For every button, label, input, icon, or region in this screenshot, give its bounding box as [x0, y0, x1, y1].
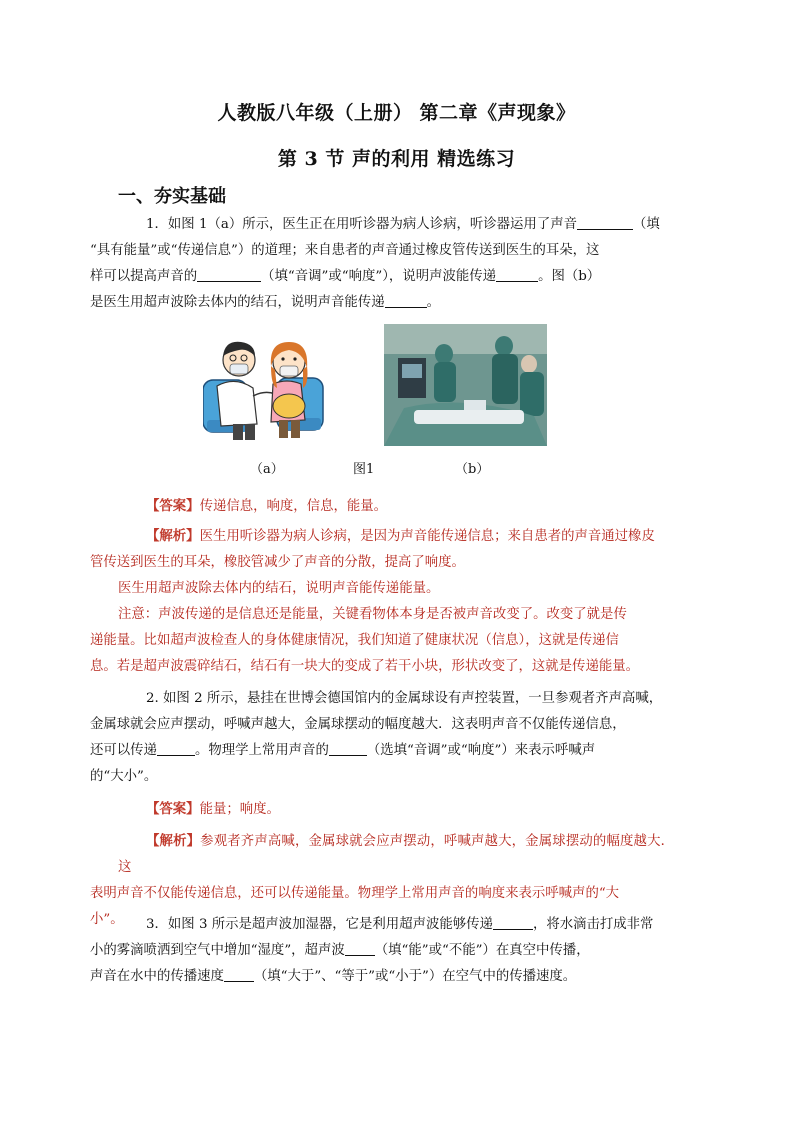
figure-a-caption: （a） [250, 462, 284, 477]
q3-line3 [90, 964, 576, 990]
q2-text: 2. 如图 2 所示，悬挂在世博会德国馆内的金属球设有声控装置，一旦参观者齐声高喊， [146, 691, 663, 706]
analysis-text: 管传送到医生的耳朵，橡胶管减少了声音的分散，提高了响度。 [90, 555, 465, 570]
analysis-text: 医生用听诊器为病人诊病，是因为声音能传递信息；来自患者的声音通过橡皮 [199, 529, 655, 544]
analysis-tag: 【解析】 [146, 528, 200, 544]
question-2 [90, 686, 674, 790]
answer-blank [224, 967, 254, 982]
analysis-text: 参观者齐声高喊，金属球就会应声摆动，呼喊声越大，金属球摆动的幅度越大．这 [118, 834, 674, 875]
q1-text: 。图（b） [538, 269, 601, 284]
q2-line3 [90, 738, 595, 764]
answer-1 [118, 493, 674, 520]
analysis-note: 息。若是超声波震碎结石，结石有一块大的变成了若干小块，形状改变了，这就是传递能量。 [90, 659, 640, 674]
answer-blank [157, 741, 195, 756]
answer-blank [385, 293, 427, 308]
section-heading: 一、夯实基础 [118, 186, 226, 207]
answer-blank [345, 941, 375, 956]
question-3 [90, 912, 674, 990]
analysis-note: 递能量。比如超声波检查人的身体健康情况，我们知道了健康状况（信息），这就是传递信 [90, 633, 619, 648]
figure-1-caption: 图1 [353, 462, 375, 477]
answer-blank [493, 915, 533, 930]
analysis-text: 小”。 [90, 912, 124, 927]
q1-text: 是医生用超声波除去体内的结石，说明声音能传递 [90, 295, 385, 310]
analysis-1 [90, 523, 674, 680]
answer-tag: 【答案】 [146, 801, 200, 817]
q2-text: 还可以传递 [90, 743, 157, 758]
answer-2 [118, 796, 674, 823]
answer-tag: 【答案】 [146, 498, 200, 514]
q1-line4 [90, 290, 440, 316]
q2-text: 。物理学上常用声音的 [194, 743, 329, 758]
question-1 [90, 212, 674, 316]
page-subtitle: 第 3 节 声的利用 精选练习 [277, 148, 516, 170]
q3-text: （填“能”或“不能”）在真空中传播， [374, 943, 590, 958]
q1-text: 。 [426, 295, 440, 310]
q1-text: （填“音调”或“响度”），说明声波能传递 [261, 269, 497, 284]
answer-blank [329, 741, 367, 756]
answer-blank [197, 267, 261, 282]
answer-text: 能量；响度。 [199, 802, 280, 817]
q2-text: （选填“音调”或“响度”）来表示呼喊声 [366, 743, 596, 758]
q3-line2 [90, 938, 590, 964]
q3-text: 小的雾滴喷洒到空气中增加“湿度”，超声波 [90, 943, 345, 958]
q1-text: 样可以提高声音的 [90, 269, 198, 284]
q1-text: “具有能量”或“传递信息”）的道理；来自患者的声音通过橡皮管传送到医生的耳朵，这 [90, 243, 600, 258]
analysis-tag: 【解析】 [146, 833, 201, 849]
q3-text: 声音在水中的传播速度 [90, 969, 224, 984]
doctor-patient-illustration [203, 326, 325, 446]
answer-blank [496, 267, 538, 282]
q1-text: 1．如图 1（a）所示，医生正在用听诊器为病人诊病，听诊器运用了声音 [146, 217, 577, 232]
analysis-text: 医生用超声波除去体内的结石，说明声音能传递能量。 [118, 581, 440, 596]
q3-text: ，将水滴击打成非常 [532, 917, 654, 932]
answer-text: 传递信息，响度，信息，能量。 [199, 499, 388, 514]
analysis-text: 表明声音不仅能传递信息，还可以传递能量。物理学上常用声音的响度来表示呼喊声的“大 [90, 886, 620, 901]
analysis-note: 注意：声波传递的是信息还是能量，关键看物体本身是否被声音改变了。改变了就是传 [118, 607, 627, 622]
q2-text: 的“大小”。 [90, 769, 158, 784]
q2-text: 金属球就会应声摆动，呼喊声越大，金属球摆动的幅度越大．这表明声音不仅能传递信息， [90, 717, 626, 732]
q3-text: 3．如图 3 所示是超声波加湿器，它是利用超声波能够传递 [146, 917, 493, 932]
q3-text: （填“大于”、“等于”或“小于”）在空气中的传播速度。 [253, 969, 577, 984]
surgery-photo [384, 324, 547, 446]
figure-b-caption: （b） [455, 462, 490, 477]
q1-text: （填 [633, 217, 660, 232]
page-title: 人教版八年级（上册） 第二章《声现象》 [217, 102, 576, 124]
q1-line3 [90, 264, 600, 290]
answer-blank [577, 215, 633, 230]
